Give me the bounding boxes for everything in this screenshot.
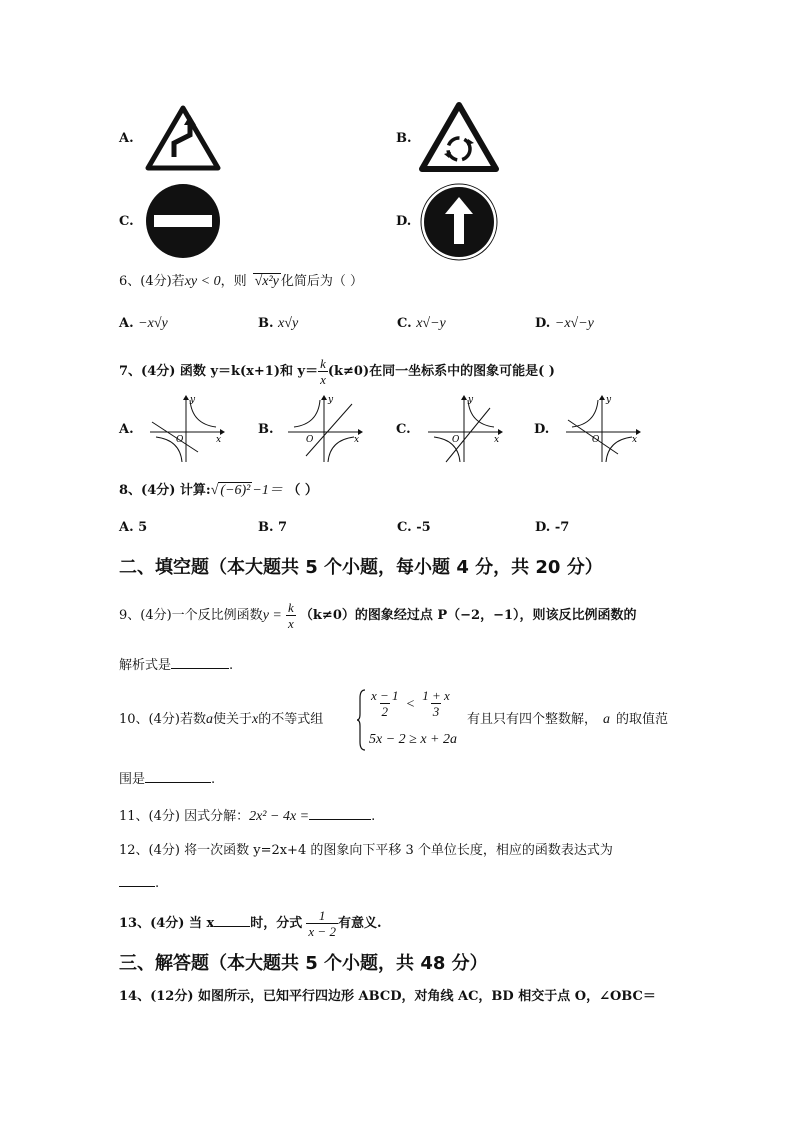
q9-answer-blank[interactable] xyxy=(171,656,229,669)
roundabout-warning-sign-icon xyxy=(420,102,498,172)
q6-option-d: D. −x√−y xyxy=(535,316,594,331)
q7-graph-a xyxy=(146,394,226,464)
q9-line2: 解析式是 . xyxy=(119,658,234,673)
left-brace-icon xyxy=(357,688,367,752)
q7-stem: 7、(4分) 函数 y＝k(x+1)和 y＝ $\frac{k}{x}$ (k≠0)在同一坐标系中的图象可能是( ) xyxy=(119,356,555,387)
q10-stem-end: 有且只有四个整数解， a 的取值范 xyxy=(467,712,669,727)
q8-option-d: D. -7 xyxy=(535,520,570,535)
q13-answer-blank[interactable] xyxy=(214,914,250,927)
q6-options xyxy=(119,316,679,336)
svg-text:y: y xyxy=(190,395,196,405)
curve-road-warning-sign-icon xyxy=(146,105,220,171)
svg-text:O: O xyxy=(592,435,600,445)
q7-graph-d xyxy=(562,394,642,464)
svg-text:O: O xyxy=(452,435,460,445)
svg-text:O: O xyxy=(176,435,184,445)
q12-stem: 12、(4分) 将一次函数 y=2x+4 的图象向下平移 3 个单位长度，相应的函数表达式为 xyxy=(119,843,613,858)
q5-option-a-label: A. xyxy=(119,131,134,146)
q10-stem-start: 10、(4分)若数a使关于x的不等式组 xyxy=(119,712,324,727)
q9-stem: 9、(4分)一个反比例函数y = $\frac{k}{x}$ （k≠0）的图象经过点 P（−2，−1），则该反比例函数的 xyxy=(119,600,637,631)
svg-text:y: y xyxy=(606,395,612,405)
svg-text:x: x xyxy=(216,435,222,445)
q14-stem: 14、(12分) 如图所示，已知平行四边形 ABCD，对角线 AC，BD 相交于点 O，∠OBC＝ xyxy=(119,989,656,1004)
q7-option-a-label: A. xyxy=(119,422,134,437)
q11-stem: 11、(4分) 因式分解：2x² − 4x = . xyxy=(119,809,376,824)
q10-line2: 围是 . xyxy=(119,772,216,787)
q6-stem: 6、(4分)若xy < 0，则 √x²y 化简后为（ ） xyxy=(119,274,364,289)
q8-option-b: B. 7 xyxy=(258,520,288,535)
q5-option-d-label: D. xyxy=(396,214,412,229)
q8-stem: 8、(4分) 计算:√ (−6)² −1＝ （ ） xyxy=(119,483,318,498)
svg-text:x: x xyxy=(354,435,360,445)
svg-text:y: y xyxy=(468,395,474,405)
q10-inequality-1: $\frac{x - 1}{2}$ < $\frac{1 + x}{3}$ xyxy=(371,688,450,719)
svg-text:O: O xyxy=(306,435,314,445)
no-entry-sign-icon xyxy=(145,183,221,259)
q7-graph-c xyxy=(424,394,504,464)
q10-inequality-system xyxy=(357,688,467,752)
q10-inequality-2: 5x − 2 ≥ x + 2a xyxy=(369,732,458,747)
section-3-heading: 三、解答题（本大题共 5 个小题，共 48 分） xyxy=(119,953,488,974)
q6-option-b: B. x√y xyxy=(258,316,299,331)
svg-text:y: y xyxy=(328,395,334,405)
q8-option-a: A. 5 xyxy=(119,520,148,535)
q13-stem: 13、(4分) 当 x 时，分式 $\frac{1}{x - 2}$ 有意义. xyxy=(119,908,382,939)
q11-answer-blank[interactable] xyxy=(309,807,371,820)
q12-answer-blank[interactable] xyxy=(119,874,155,887)
q5-option-c-label: C. xyxy=(119,214,134,229)
straight-ahead-sign-icon xyxy=(420,183,498,261)
q10-answer-blank[interactable] xyxy=(145,770,211,783)
q7-option-b-label: B. xyxy=(258,422,274,437)
svg-text:x: x xyxy=(494,435,500,445)
q6-option-a: A. −x√y xyxy=(119,316,168,331)
svg-text:x: x xyxy=(632,435,638,445)
q12-line2: . xyxy=(119,874,159,893)
q5-option-b-label: B. xyxy=(396,131,412,146)
section-2-heading: 二、填空题（本大题共 5 个小题，每小题 4 分，共 20 分） xyxy=(119,557,603,578)
q8-option-c: C. -5 xyxy=(397,520,431,535)
q7-option-d-label: D. xyxy=(534,422,550,437)
q7-option-c-label: C. xyxy=(396,422,411,437)
q8-options xyxy=(119,520,679,540)
q7-graph-b xyxy=(284,394,364,464)
q6-option-c: C. x√−y xyxy=(397,316,446,331)
